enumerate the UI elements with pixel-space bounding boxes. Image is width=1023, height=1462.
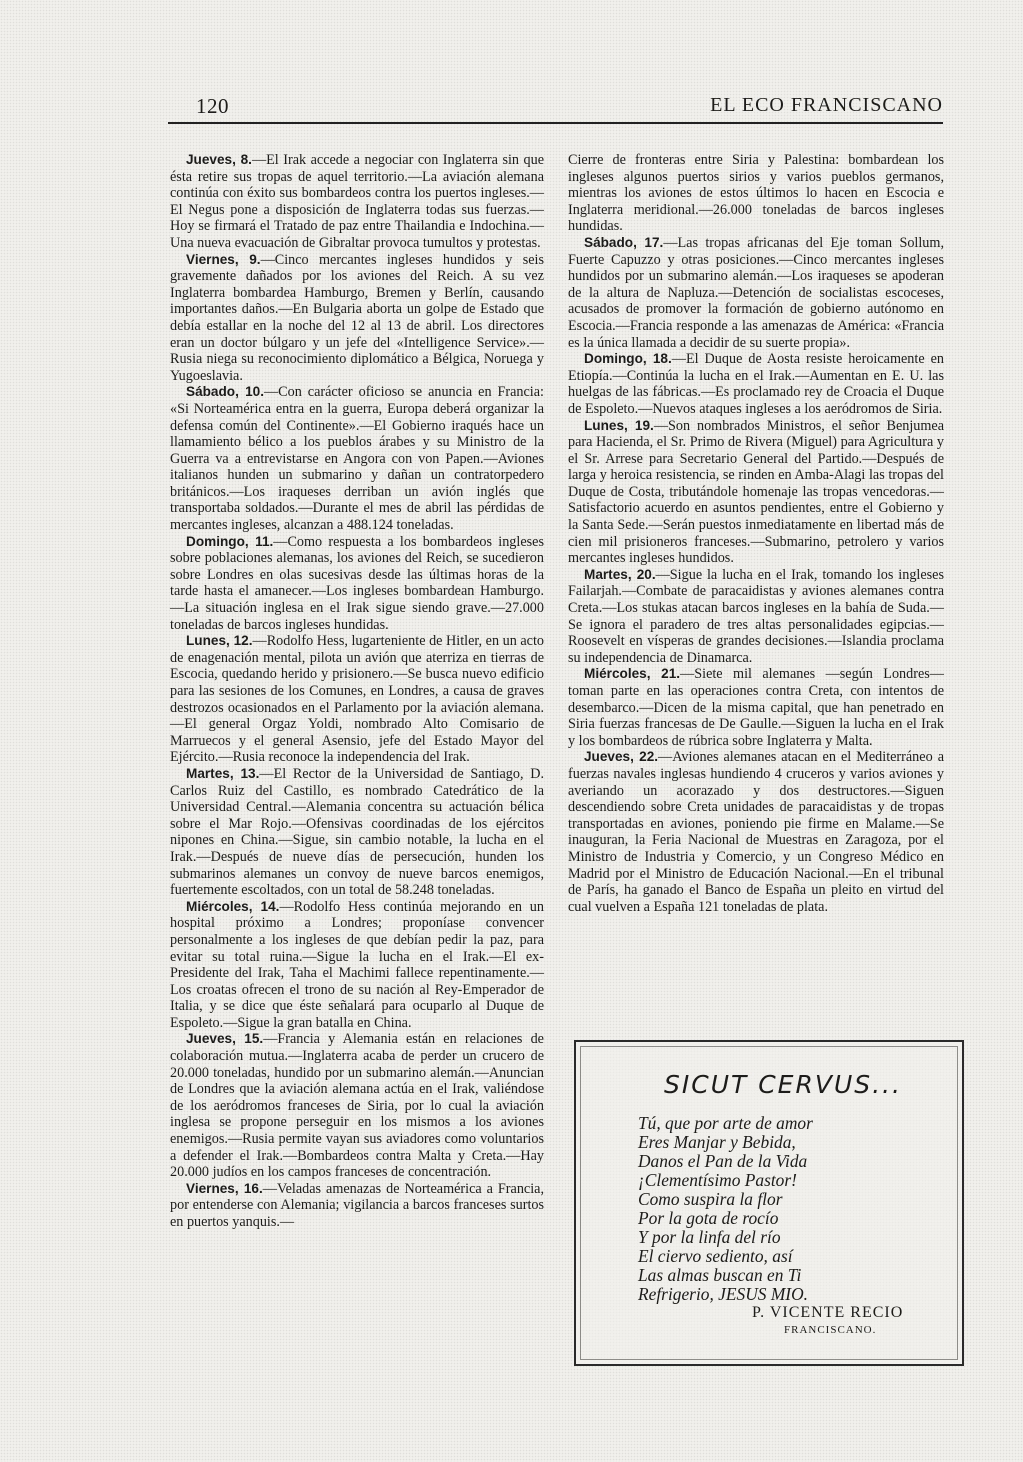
entry-text: —Con carácter oficioso se anuncia en Francia: «Si Norteamérica entra en la guerra, Europa deberá organizar la defensa común del Continente».—El Gobierno iraqués hace un llamamiento bélico a los pueblos árabes y su Ministro de la Guerra va a entrevistarse en Angora con von Papen.—Aviones italianos hunden un submarino y dañan un contratorpedero británicos.—Los iraqueses derriban un avión inglés que transportaba soldados.—Durante el mes de abril las pérdidas de mercantes ingleses, alcanzan a 488.124 toneladas.: [170, 384, 544, 534]
entry-day: Martes, 20.: [584, 566, 656, 582]
news-entry: [170, 534, 544, 634]
entry-day: Jueves, 8.: [186, 152, 252, 167]
news-entry: [568, 666, 944, 749]
entry-day: Lunes, 12.: [186, 633, 253, 649]
news-entry: [170, 1181, 544, 1231]
poem-line: Como suspira la flor: [638, 1189, 783, 1209]
news-entry-continued: [568, 152, 944, 235]
entry-day: Domingo, 11.: [186, 533, 274, 549]
news-entry: [170, 384, 544, 533]
right-column: [568, 152, 944, 915]
entry-text: —Francia y Alemania están en relaciones de colaboración mutua.—Inglaterra acaba de perder un crucero de 20.000 toneladas, hundido por un submarino alemán.—Anuncian de Londres que la aviación alemana actúa en el Irak, valiéndose de los aeródromos franceses de Siria, por lo cual la aviación inglesa se propone perseguir en los mismos a los aviones enemigos.—Rusia permite vayan sus aviadores como voluntarios a defender el Irak.—Bombardeos contra Malta y Creta.—Hay 20.000 judíos en los campos franceses de concentración.: [170, 1031, 544, 1181]
entry-text: Cierre de fronteras entre Siria y Palestina: bombardean los ingleses algunos puertos sirios y varios pueblos germanos, mientras los aviones de estos últimos lo hacen en Escocia e Inglaterra meridional.—26.000 toneladas de barcos ingleses hundidas.: [568, 152, 944, 235]
entry-day: Viernes, 9.: [186, 251, 261, 267]
entry-day: Sábado, 10.: [186, 384, 264, 400]
news-entry: [568, 418, 944, 567]
entry-text: —El Rector de la Universidad de Santiago, D. Carlos Ruiz del Castillo, es nombrado Catedrático de la Universidad Central.—Alemania concentra su actuación bélica sobre el Mar Rojo.—Ofensivas coordinadas de los ejércitos nipones en China.—Sigue, sin cambio notable, la lucha en el Irak.—Después de nueve días de persecución, hunden los submarinos alemanes un convoy de nueve barcos enemigos, fuertemente escoltados, con un total de 58.248 toneladas.: [170, 765, 544, 899]
news-entry: [170, 1031, 544, 1180]
entry-text: —El Irak accede a negociar con Inglaterra sin que ésta retire sus tropas de aquel territorio.—La aviación alemana continúa con éxito sus bombardeos contra los puertos ingleses.—El Negus pone a disposición de Inglaterra todas sus fuerzas.—Hoy se firmará el Tratado de paz entre Thailandia e Indochina.—Una nueva evacuación de Gibraltar provoca tumultos y protestas.: [170, 152, 544, 251]
news-entry: [568, 567, 944, 667]
news-entry: [568, 351, 944, 417]
page-header: [168, 92, 943, 124]
entry-day: Miércoles, 14.: [186, 898, 280, 914]
entry-day: Sábado, 17.: [584, 234, 664, 250]
poem-lines: [638, 1114, 813, 1304]
entry-day: Domingo, 18.: [584, 351, 672, 367]
news-entry: [170, 252, 544, 385]
news-entry: [170, 633, 544, 766]
poem-line: Danos el Pan de la Vida: [638, 1151, 808, 1171]
entry-day: Miércoles, 21.: [584, 666, 681, 682]
entry-text: —Son nombrados Ministros, el señor Benjumea para Hacienda, el Sr. Primo de Rivera (Miguel) para Agricultura y el Sr. Arrese para Secretario General del Partido.—Después de larga y heroica resistencia, se rinden en Amba-Alagi las tropas del Duque de Costa, tributándole homenaje las tropas vencedoras.—Satisfactorio acuerdo en asuntos pendientes, entre el Gobierno y la Santa Sede.—Serán puestos inmediatamente en libertad más de cien mil prisioneros franceses.—Submarino, petrolero y varios mercantes ingleses hundidos.: [568, 417, 944, 567]
news-entry: [170, 766, 544, 899]
poem-line: Tú, que por arte de amor: [638, 1113, 813, 1133]
entry-text: —El Duque de Aosta resiste heroicamente en Etiopía.—Continúa la lucha en el Irak.—Aumentan en E. U. las huelgas de las fábricas.—Es proclamado rey de Croacia el Duque de Espoleto.—Nuevos ataques ingleses a los aeródromos de Siria.: [568, 351, 944, 417]
poem-line: Las almas buscan en Ti: [638, 1265, 802, 1285]
poem-author-note: FRANCISCANO.: [784, 1324, 877, 1336]
poem-line: ¡Clementísimo Pastor!: [638, 1170, 797, 1190]
entry-text: —Rodolfo Hess continúa mejorando en un hospital próximo a Londres; proponíase convencer personalmente a los ingleses de que debían pedir la paz, para evitar su total ruina.—Sigue la lucha en el Irak.—El ex-Presidente del Irak, Taha el Machimi fallece repentinamente.—Los croatas ofrecen el trono de su nación al Rey-Emperador de Italia, y se dice que éste señalará para ocuparlo al Duque de Espoleto.—Sigue la gran batalla en China.: [170, 898, 544, 1031]
entry-day: Jueves, 22.: [584, 749, 659, 765]
news-entry: [568, 235, 944, 351]
page-number: 120: [196, 94, 229, 118]
poem-line: Refrigerio, JESUS MIO.: [638, 1284, 809, 1304]
news-entry: [170, 899, 544, 1032]
poem-line: Y por la linfa del río: [638, 1227, 781, 1247]
entry-text: —Sigue la lucha en el Irak, tomando los ingleses Failarjah.—Combate de paracaidistas y aviones alemanes contra Creta.—Los stukas atacan barcos ingleses en la bahía de Suda.—Se ignora el paradero de tres altas personalidades egipcias.—Roosevelt en vísperas de grandes decisiones.—Islandia proclama su independencia de Dinamarca.: [568, 566, 944, 666]
news-entry: [568, 749, 944, 915]
entry-day: Viernes, 16.: [186, 1180, 263, 1196]
poem-title: SICUT CERVUS...: [664, 1070, 902, 1099]
poem-author: P. VICENTE RECIO: [752, 1304, 904, 1321]
poem-line: Por la gota de rocío: [638, 1208, 779, 1228]
entry-text: —Las tropas africanas del Eje toman Sollum, Fuerte Capuzzo y otras posiciones.—Cinco mercantes ingleses hundidos por un submarino alemán.—Los iraqueses se apoderan de la altura de Napluza.—Detención de socialistas escoceses, acusados de promover la formación de gobierno autónomo en Escocia.—Francia responde a las amenazas de América: «Francia es la única llamada a decidir de su suerte propia».: [568, 234, 944, 351]
entry-day: Jueves, 15.: [186, 1031, 264, 1047]
entry-text: —Cinco mercantes ingleses hundidos y seis gravemente dañados por los aviones del Reich. A su vez Inglaterra bombardea Hamburgo, Bremen y Berlín, causando importantes daños.—En Bulgaria aborta un golpe de Estado que debía estallar en la noche del 12 al 13 de abril. Los directores eran un doctor búlgaro y un jefe del «Intelligence Service».—Rusia niega su reconocimiento diplomático a Bélgica, Noruega y Yugoeslavia.: [170, 251, 544, 384]
entry-day: Martes, 13.: [186, 765, 260, 781]
entry-text: —Rodolfo Hess, lugarteniente de Hitler, en un acto de enagenación mental, pilota un avión que aterriza en tierras de Escocia, quedando herido y prisionero.—Se busca nuevo edificio para las sesiones de los Comunes, en Londres, a causa de graves destrozos ocasionados en el Parlamento por la aviación alemana.—El general Orgaz Yoldi, nombrado Alto Comisario de Marruecos y el general Asensio, jefe del Estado Mayor del Ejército.—Rusia reconoce la independencia del Irak.: [170, 633, 544, 766]
entry-text: —Veladas amenazas de Norteamérica a Francia, por entenderse con Alemania; vigilancia a barcos franceses surtos en puertos yanquis.—: [170, 1180, 544, 1230]
poem-line: Eres Manjar y Bebida,: [638, 1132, 796, 1152]
news-entry: [170, 152, 544, 252]
entry-text: —Siete mil alemanes —según Londres— toman parte en las operaciones contra Creta, con intentos de desembarco.—Dicen de la misma capital, que han penetrado en Siria fuerzas francesas de De Gaulle.—Siguen la lucha en el Irak y los bombardeos de rúbrica sobre Inglaterra y Malta.: [568, 666, 944, 749]
journal-title: EL ECO FRANCISCANO: [710, 94, 943, 116]
entry-text: —Aviones alemanes atacan en el Mediterráneo a fuerzas navales inglesas hundiendo 4 cruceros y varios aviones y averiando un acorazado y dos destructores.—Siguen descendiendo sobre Creta unidades de paracaidistas y de tropas transportadas en aviones, poniendo pie firme en Malame.—Se inauguran, la Feria Nacional de Muestras en Zaragoza, por el Ministro de Industria y Comercio, y un Congreso Médico en Madrid por el Ministro de Educación Nacional.—En el tribunal de París, ha ganado el Banco de España un pleito en virtud del cual vuelven a España 121 toneladas de plata.: [568, 749, 944, 915]
entry-text: —Como respuesta a los bombardeos ingleses sobre poblaciones alemanas, los aviones del Reich, se sucedieron sobre Londres en olas sucesivas desde las últimas horas de la tarde hasta el amanecer.—Los ingleses bombardean Hamburgo.—La situación inglesa en el Irak sigue siendo grave.—27.000 toneladas de barcos ingleses hundidas.: [170, 533, 544, 633]
poem-box: [574, 1040, 964, 1366]
poem-line: El ciervo sediento, así: [638, 1246, 793, 1266]
left-column: [170, 152, 544, 1231]
entry-day: Lunes, 19.: [584, 417, 654, 433]
